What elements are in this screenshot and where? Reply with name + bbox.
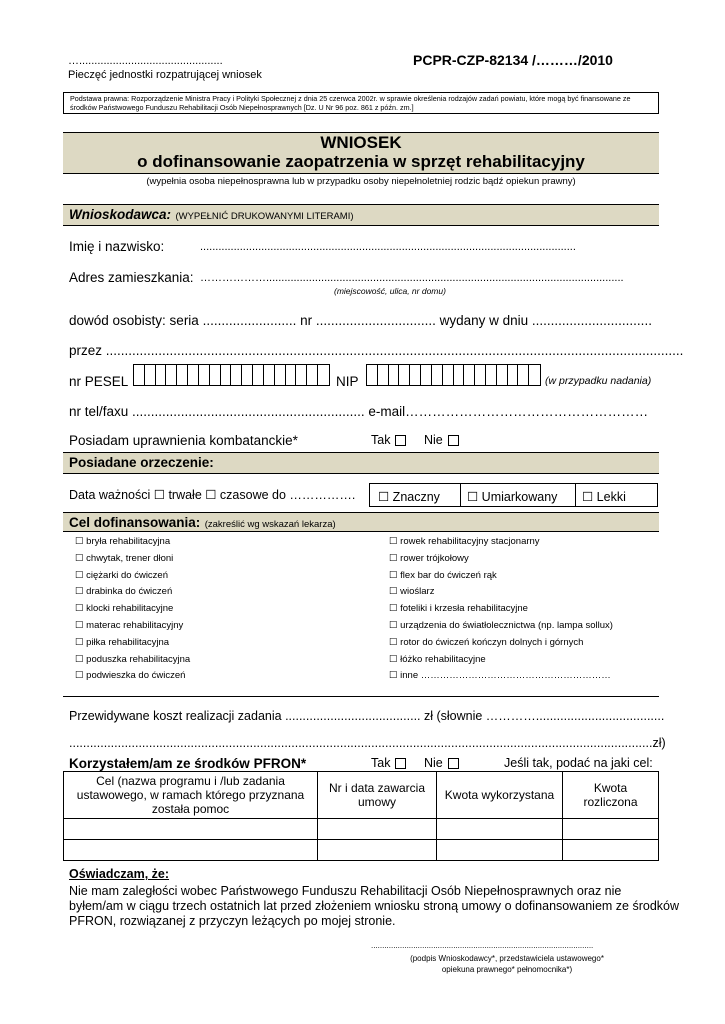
stamp-dots[interactable]: …...............................................: [68, 55, 223, 67]
purpose-item[interactable]: ☐ rower trójkołowy: [389, 552, 469, 564]
severity-divider: [460, 483, 461, 507]
declaration-line: byłem/am w ciągu trzech ostatnich lat przed złożeniem wniosku stroną umowy o dofinansowaniem ze środków: [69, 899, 680, 913]
form-title: WNIOSEK: [320, 133, 402, 152]
pesel-input[interactable]: [133, 364, 330, 386]
signature-caption: (podpis Wnioskodawcy*, przedstawiciela ustawowego*: [410, 954, 604, 963]
purpose-heading-row: [69, 514, 336, 532]
certificate-heading: Posiadane orzeczenie:: [69, 455, 214, 470]
purpose-heading: Cel dofinansowania:: [69, 515, 201, 530]
pfron-no-checkbox[interactable]: [448, 758, 459, 769]
address-label: Adres zamieszkania:: [69, 270, 194, 285]
cost-words-field[interactable]: ........................................................................................................................................................................zł): [69, 736, 666, 750]
veteran-label: Posiadam uprawnienia kombatanckie*: [69, 433, 298, 448]
pfron-yes-label: Tak: [371, 756, 391, 770]
name-label: Imię i nazwisko:: [69, 239, 165, 254]
form-subtitle: o dofinansowanie zaopatrzenia w sprzęt rehabilitacyjny: [137, 152, 585, 171]
table-row: [64, 840, 659, 861]
veteran-no-checkbox[interactable]: [448, 435, 459, 446]
purpose-item[interactable]: ☐ rowek rehabilitacyjny stacjonarny: [389, 536, 540, 547]
table-cell[interactable]: [318, 819, 437, 840]
pfron-heading: Korzystałem/am ze środków PFRON*: [69, 756, 307, 771]
purpose-item[interactable]: ☐ urządzenia do światłolecznictwa (np. lampa sollux): [389, 619, 613, 631]
pfron-no[interactable]: [424, 756, 459, 770]
applicant-heading-note: (WYPEŁNIĆ DRUKOWANYMI LITERAMI): [175, 211, 354, 222]
certificate-validity[interactable]: Data ważności ☐ trwałe ☐ czasowe do …………….: [69, 488, 356, 502]
table-row: [64, 819, 659, 840]
purpose-item[interactable]: ☐ wioślarz: [389, 586, 435, 598]
name-field[interactable]: ...........................................................................................................................: [200, 241, 576, 253]
purpose-item[interactable]: ☐ podwieszka do ćwiczeń: [75, 670, 186, 682]
pfron-yes[interactable]: [371, 756, 406, 770]
pfron-table: [63, 771, 659, 861]
severity-significant[interactable]: ☐ Znaczny: [378, 490, 440, 504]
purpose-item[interactable]: ☐ rotor do ćwiczeń kończyn dolnych i górnych: [389, 636, 584, 648]
form-instructions: (wypełnia osoba niepełnosprawna lub w przypadku osoby niepełnoletniej rodzic bądź opiekun prawny): [146, 176, 576, 187]
severity-moderate[interactable]: ☐ Umiarkowany: [467, 490, 558, 504]
declaration-heading: Oświadczam, że:: [69, 867, 170, 881]
table-cell[interactable]: [563, 840, 659, 861]
contact-field[interactable]: nr tel/faxu .............................................................. e-mail………………………………………………: [69, 404, 649, 419]
nip-label: NIP: [336, 374, 359, 389]
table-row: [64, 772, 659, 819]
severity-divider: [575, 483, 576, 507]
id-card-field[interactable]: dowód osobisty: seria ......................... nr ................................ wydany w dniu ................................: [69, 313, 652, 328]
purpose-bottom-rule: [63, 696, 659, 697]
veteran-yes-checkbox[interactable]: [395, 435, 406, 446]
purpose-item[interactable]: ☐ materac rehabilitacyjny: [75, 619, 184, 631]
pfron-no-label: Nie: [424, 756, 443, 770]
veteran-yes[interactable]: [371, 433, 406, 447]
severity-mild[interactable]: ☐ Lekki: [582, 490, 626, 504]
table-cell[interactable]: [437, 840, 563, 861]
address-field[interactable]: ……………….....................................................................................................................: [200, 272, 624, 284]
address-hint: (miejscowość, ulica, nr domu): [334, 286, 446, 296]
purpose-list-left: [75, 534, 190, 685]
table-cell[interactable]: [563, 819, 659, 840]
purpose-item[interactable]: ☐ łóżko rehabilitacyjne: [389, 653, 486, 665]
purpose-item[interactable]: ☐ inne ……………………………………………………: [389, 670, 611, 682]
signature-line[interactable]: ....................................................................................................: [371, 941, 594, 950]
purpose-heading-note: (zakreślić wg wskazań lekarza): [204, 519, 336, 530]
table-cell[interactable]: [437, 819, 563, 840]
pfron-yes-checkbox[interactable]: [395, 758, 406, 769]
table-cell[interactable]: [64, 819, 318, 840]
pesel-label: nr PESEL: [69, 374, 129, 389]
purpose-item[interactable]: ☐ foteliki i krzesła rehabilitacyjne: [389, 603, 528, 615]
declaration-line: PFRON, rozwiązanej z przyczyn leżących po mojej stronie.: [69, 914, 396, 928]
pfron-col-agreement: Nr i data zawarcia umowy: [318, 772, 437, 819]
table-cell[interactable]: [64, 840, 318, 861]
purpose-item[interactable]: ☐ chwytak, trener dłoni: [75, 552, 174, 564]
table-cell[interactable]: [318, 840, 437, 861]
legal-basis-text: Podstawa prawna: Rozporządzenie Ministra Pracy i Polityki Społecznej z dnia 25 czerwca 2002r. w sprawie określenia rodzajów zadań powiatu, które mogą być finansowane ze środków Państwowego Funduszu Rehabilitacji Osób Niepełnosprawnych [Dz. U Nr 96 poz. 861 z późn. zm.]: [70, 94, 631, 112]
nip-input[interactable]: [366, 364, 541, 386]
veteran-no[interactable]: [424, 433, 459, 447]
veteran-yes-label: Tak: [371, 433, 391, 447]
declaration-line: Nie mam zaległości wobec Państwowego Funduszu Rehabilitacji Osób Niepełnosprawnych oraz nie: [69, 884, 622, 898]
applicant-heading: Wnioskodawca:: [69, 207, 172, 222]
nip-hint: (w przypadku nadania): [545, 375, 652, 387]
issuer-field[interactable]: przez ..........................................................................................................................................................: [69, 343, 684, 358]
purpose-item[interactable]: ☐ piłka rehabilitacyjna: [75, 636, 170, 648]
cost-field[interactable]: Przewidywane koszt realizacji zadania ....................................... zł (słownie ………….....................................: [69, 709, 665, 723]
legal-basis-box: [63, 92, 659, 114]
pfron-col-settled: Kwota rozliczona: [563, 772, 659, 819]
case-number: PCPR-CZP-82134 /………/2010: [413, 52, 613, 68]
purpose-item[interactable]: ☐ bryła rehabilitacyjna: [75, 536, 171, 547]
pfron-if-yes: Jeśli tak, podać na jaki cel:: [504, 756, 653, 770]
purpose-item[interactable]: ☐ drabinka do ćwiczeń: [75, 586, 173, 598]
veteran-no-label: Nie: [424, 433, 443, 447]
pfron-col-purpose: Cel (nazwa programu i /lub zadania ustawowego, w ramach którego przyznana została pomoc: [64, 772, 318, 819]
purpose-list-right: [389, 534, 613, 685]
purpose-item[interactable]: ☐ klocki rehabilitacyjne: [75, 603, 174, 615]
purpose-item[interactable]: ☐ flex bar do ćwiczeń rąk: [389, 569, 497, 581]
signature-caption: opiekuna prawnego* pełnomocnika*): [441, 965, 573, 974]
purpose-item[interactable]: ☐ ciężarki do ćwiczeń: [75, 569, 168, 581]
pfron-col-used: Kwota wykorzystana: [437, 772, 563, 819]
applicant-heading-row: [69, 206, 354, 224]
stamp-label: Pieczęć jednostki rozpatrującej wniosek: [68, 69, 262, 81]
purpose-item[interactable]: ☐ poduszka rehabilitacyjna: [75, 653, 191, 665]
